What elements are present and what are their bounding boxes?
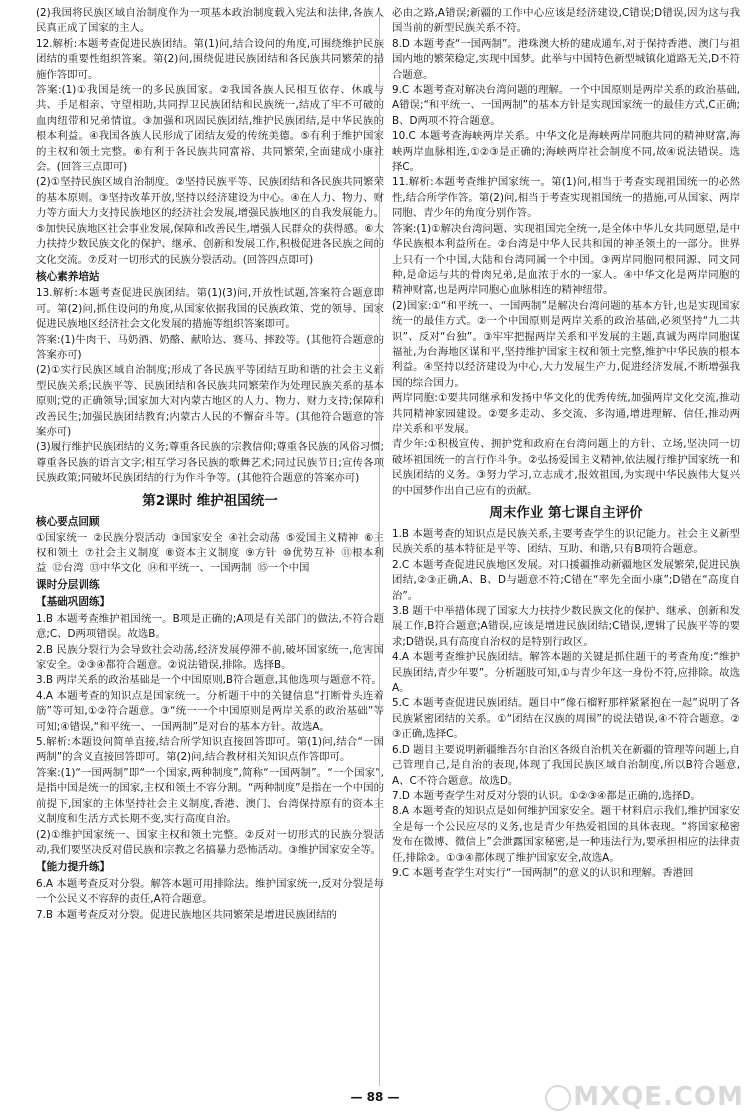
- answer-paragraph: 2.C 本题考查促进民族地区发展。对口援疆推动新疆地区发展繁荣,促进民族团结,②③正确,A、B、D与题意不符;C错在“率先全面小康”;D错在“高度自治”。: [392, 558, 740, 602]
- answer-paragraph: 青少年:①积极宣传、拥护党和政府在台湾问题上的方针、立场,坚决同一切破坏祖国统一的言行作斗争。②弘扬爱国主义精神,依法履行维护国家统一和民族团结的义务。③努力学习,立志成才,报效祖国,为实现中华民族伟大复兴的中国梦作出自己应有的贡献。: [392, 438, 740, 497]
- key-point-item: ②民族分裂活动: [93, 532, 166, 544]
- answer-paragraph: 7.D 本题考查学生对反对分裂的认识。①②③④都是正确的,选择D。: [392, 789, 701, 802]
- answer-paragraph: 5.解析:本题设问简单直接,结合所学知识直接回答即可。第(1)问,结合“一国两制”的含义直接回答即可。第(2)问,结合教材相关知识点作答即可。: [36, 736, 384, 764]
- key-point-item: ⑨方针: [245, 547, 277, 559]
- key-points-list: [36, 531, 384, 576]
- answer-paragraph: 答案:(1)牛肉干、马奶酒、奶酪、献哈达、赛马、摔跤等。(其他符合题意的答案亦可): [36, 333, 384, 361]
- answer-paragraph: (3)履行维护民族团结的义务;尊重各民族的宗教信仰;尊重各民族的风俗习惯;尊重各民族的语言文字;相互学习各民族的歌舞艺术;同过民族节日;宣传各项民族政策;同破坏民族团结的行为作斗争等。(其他符合题意的答案亦可): [36, 441, 384, 485]
- answer-paragraph: 9.C 本题考查对解决台湾问题的理解。一个中国原则是两岸关系的政治基础,A错误;“和平统一、一国两制”的基本方针是实现国家统一的最佳方式,C正确;B、D两项不符合题意。: [392, 84, 740, 127]
- key-point-item: ⑮一个中国: [257, 562, 310, 574]
- key-point-item: ③国家安全: [171, 532, 223, 544]
- answer-paragraph: 3.B 两岸关系的政治基础是一个中国原则,B符合题意,其他选项与题意不符。: [36, 674, 382, 687]
- answer-paragraph: 1.B 本题考查维护祖国统一。B项是正确的;A项是有关部门的做法,不符合题意;C、D两项错误。故选B。: [36, 612, 384, 641]
- section-heading: 【基础巩固练】: [36, 596, 111, 609]
- answer-paragraph: 7.B 本题考查反对分裂。促进民族地区共同繁荣是增进民族团结的: [36, 908, 337, 921]
- answer-paragraph: 必由之路,A错误;新疆的工作中心应该是经济建设,C错误;D错误,因为这与我国当前的新型民族关系不符。: [392, 7, 740, 35]
- answer-paragraph: (2)国家:①“和平统一、一国两制”是解决台湾问题的基本方针,也是实现国家统一的最佳方式。②一个中国原则是两岸关系的政治基础,必须坚持“九二共识”、反对“台独”。③牢牢把握两岸关系和平发展的主题,真诚为两岸同胞谋福祉,为台海地区谋和平,坚持维护国家主权和领土完整,维护中华民族的根本利益。④坚持以经济建设为中心,大力发展生产力,促进经济发展,不断增强我国的综合国力。: [392, 299, 740, 389]
- answer-paragraph: 6.A 本题考查反对分裂。解答本题可用排除法。维护国家统一,反对分裂是每一个公民义不容辞的责任,A符合题意。: [36, 877, 384, 906]
- section-title: 周末作业 第七课自主评价: [489, 505, 643, 521]
- right-column: [392, 6, 740, 881]
- answer-paragraph: 9.C 本题考查学生对实行“一国两制”的意义的认识和理解。香港回: [392, 866, 694, 879]
- answer-paragraph: 答案:(1)①我国是统一的多民族国家。②我国各族人民相互依存、休戚与共、手足相亲、守望相助,共同捍卫民族团结和民族统一,结成了牢不可破的血肉纽带和兄弟情谊。③加强和巩固民族团结,维护民族团结,是中华民族的根本利益。④我国各族人民形成了团结友爱的传统美德。⑤有利于维护国家的主权和领土完整。⑥有利于各民族共同富裕、共同繁荣,全面建成小康社会。(回答三点即可): [36, 84, 384, 174]
- answer-paragraph: 12.解析:本题考查促进民族团结。第(1)问,结合设问的角度,可围绕维护民族团结的重要性组织答案。第(2)问,围绕促进民族团结和各民族共同繁荣的措施作答即可。: [36, 37, 384, 81]
- answer-paragraph: (2)我国将民族区域自治制度作为一项基本政治制度载入宪法和法律,各族人民真正成了国家的主人。: [36, 7, 384, 35]
- answer-paragraph: 10.C 本题考查海峡两岸关系。中华文化是海峡两岸同胞共同的精神财富,海峡两岸血脉相连,①②③是正确的;海峡两岸社会制度不同,故④说法错误。选择C。: [392, 130, 740, 174]
- key-point-item: ①国家统一: [36, 532, 88, 544]
- answer-paragraph: 3.B 题干中举措体现了国家大力扶持少数民族文化的保护、继承、创新和发展工作,B符合题意;A错误,应该是增进民族团结;C错误,逻辑了民族平等的要求;D错误,具有高度自治权的是特别行政区。: [392, 605, 740, 648]
- key-point-item: ⑦社会主义制度: [85, 547, 160, 559]
- key-point-item: ④社会动荡: [228, 532, 280, 544]
- answer-paragraph: (2)①实行民族区域自治制度;形成了各民族平等团结互助和谐的社会主义新型民族关系;民族平等、民族团结和各民族共同繁荣作为处理民族关系的基本原则;党的正确领导;国家加大对内蒙古地区的人力、物力、财力支持;保障和改善民生;加强民族团结教育;内蒙古人民的不懈奋斗等。(其他符合题意的答案亦可): [36, 364, 384, 438]
- key-point-item: ⑤爱国主义精神: [285, 532, 359, 544]
- answer-paragraph: 两岸同胞:①要共同继承和发扬中华文化的优秀传统,加强两岸文化交流,推动共同精神家园建设。②要多走动、多交流、多沟通,增进理解、信任,推动两岸关系和平发展。: [392, 392, 740, 435]
- key-point-item: ⑩优势互补: [282, 547, 336, 559]
- answer-paragraph: 答案:(1)①解决台湾问题、实现祖国完全统一,是全体中华儿女共同愿望,是中华民族根本利益所在。②台湾是中华人民共和国的神圣领土的一部分。世界上只有一个中国,大陆和台湾同属一个中国。③两岸同胞同根同源、同文同种,是命运与共的骨肉兄弟,是血浓于水的一家人。④中华文化是两岸同胞的精神财富,也是两岸同胞心血脉相连的精神纽带。: [392, 222, 740, 297]
- answer-paragraph: (2)①维护国家统一、国家主权和领土完整。②反对一切形式的民族分裂活动,我们要坚决反对借民族和宗教之名搞暴力恐怖活动。③维护国家安全等。: [36, 828, 384, 856]
- answer-paragraph: 6.D 题目主要说明新疆维吾尔自治区各级自治机关在新疆的管理等问题上,自己管理自己,是自治的表现,体现了我国民族区域自治制度,所以B符合题意,A、C不符合题意。故选D。: [392, 743, 740, 787]
- watermark-circle-icon: [545, 1085, 571, 1111]
- answer-paragraph: (2)①坚持民族区域自治制度。②坚持民族平等、民族团结和各民族共同繁荣的基本原则。③坚持改革开放,坚持以经济建设为中心。④在人力、物力、财力等方面大力支持民族地区的经济社会发展,增强民族地区的自我发展能力。⑤加快民族地区社会事业发展,保障和改善民生,增强人民群众的获得感。⑥大力扶持少数民族文化的保护、继承、创新和发展工作,积极促进各民族之间的文化交流。⑦反对一切形式的民族分裂活动。(回答四点即可): [36, 176, 384, 266]
- section-heading: 课时分层训练: [36, 579, 100, 591]
- key-point-item: ⑬中华文化: [89, 562, 142, 574]
- section-heading: 【能力提升练】: [36, 861, 111, 874]
- key-point-item: ⑫台湾: [52, 562, 84, 574]
- page-number: — 88 —: [350, 1090, 400, 1104]
- key-point-item: ⑥主权和领土: [36, 532, 384, 559]
- key-point-item: ⑧资本主义制度: [165, 547, 240, 559]
- key-point-item: ⑭和平统一、一国两制: [147, 562, 252, 574]
- answer-paragraph: 1.B 本题考查的知识点是民族关系,主要考查学生的识记能力。社会主义新型民族关系的基本特征是平等、团结、互助、和谐,只有B项符合题意。: [392, 528, 740, 556]
- section-heading: 核心素养培站: [36, 270, 100, 283]
- answer-paragraph: 4.A 本题考查维护民族团结。解答本题的关键是抓住题干的考查角度:“维护民族团结,青少年要”。分析题肢可知,①与青少年这一身份不符,应排除。故选A。: [392, 651, 740, 695]
- key-point-item: ⑪根本利益: [36, 547, 384, 574]
- column-divider: [379, 8, 380, 1086]
- section-title: 第2课时 维护祖国统一: [142, 492, 278, 509]
- left-column: [36, 6, 384, 923]
- section-heading: 核心要点回顾: [36, 515, 100, 528]
- answer-paragraph: 4.A 本题考查的知识点是国家统一。分析题干中的关键信息“打断骨头连着筋”等可知,①②符合题意。③“统一一个中国原则是两岸关系的政治基础”等可知;④错误,“和平统一、一国两制”是对台的基本方针。故选A。: [36, 689, 384, 733]
- answer-paragraph: 8.D 本题考查“一国两制”。港珠澳大桥的建成通车,对于保持香港、澳门与祖国内地的繁荣稳定,实现中国梦。此举与中国特色新型城镇化道路无关,D不符合题意。: [392, 37, 740, 81]
- answer-paragraph: 11.解析:本题考查维护国家统一。第(1)问,相当于考查实现祖国统一的必然性,结合所学作答。第(2)问,相当于考查实现祖国统一的措施,可从国家、两岸同胞、青少年的角度分别作答。: [392, 176, 740, 220]
- answer-paragraph: 13.解析:本题考查促进民族团结。第(1)(3)问,开放性试题,答案符合题意即可。第(2)问,抓住设问的角度,从国家依据我国的民族政策、党的领导、国家促进民族地区经济社会文化发展的措施等组织答案即可。: [36, 287, 384, 331]
- answer-paragraph: 2.B 民族分裂行为会导致社会动荡,经济发展停滞不前,破坏国家统一,危害国家安全。②③④都符合题意。②说法错误,排除。选择B。: [36, 643, 384, 672]
- watermark-logo: [545, 1082, 744, 1112]
- answer-paragraph: 5.C 本题考查促进民族团结。题目中“像石榴籽那样紧紧抱在一起”说明了各民族紧密团结的关系。①“团结在汉族的周围”的说法错误,④不符合题意。②③正确,选择C。: [392, 697, 740, 741]
- answer-paragraph: 8.A 本题考查的知识点是如何维护国家安全。题干材料启示我们,维护国家安全是每一个公民应尽的义务,也是青少年热爱祖国的具体表现。“将国家秘密发布在微博、微信上”会泄露国家秘密,是一种违法行为,要承担相应的法律责任,排除②。①③④都体现了维护国家安全,故选A。: [392, 805, 740, 864]
- watermark-text: MXQE.COM: [573, 1082, 744, 1112]
- answer-paragraph: 答案:(1)“一国两制”即“一个国家,两种制度”,简称“一国两制”。“一个国家”,是指中国是统一的国家,主权和领土不容分割。“两种制度”是指在一个中国的前提下,国家的主体坚持社会主义制度,香港、澳门、台湾保持原有的资本主义制度和生活方式长期不变,实行高度自治。: [36, 766, 384, 826]
